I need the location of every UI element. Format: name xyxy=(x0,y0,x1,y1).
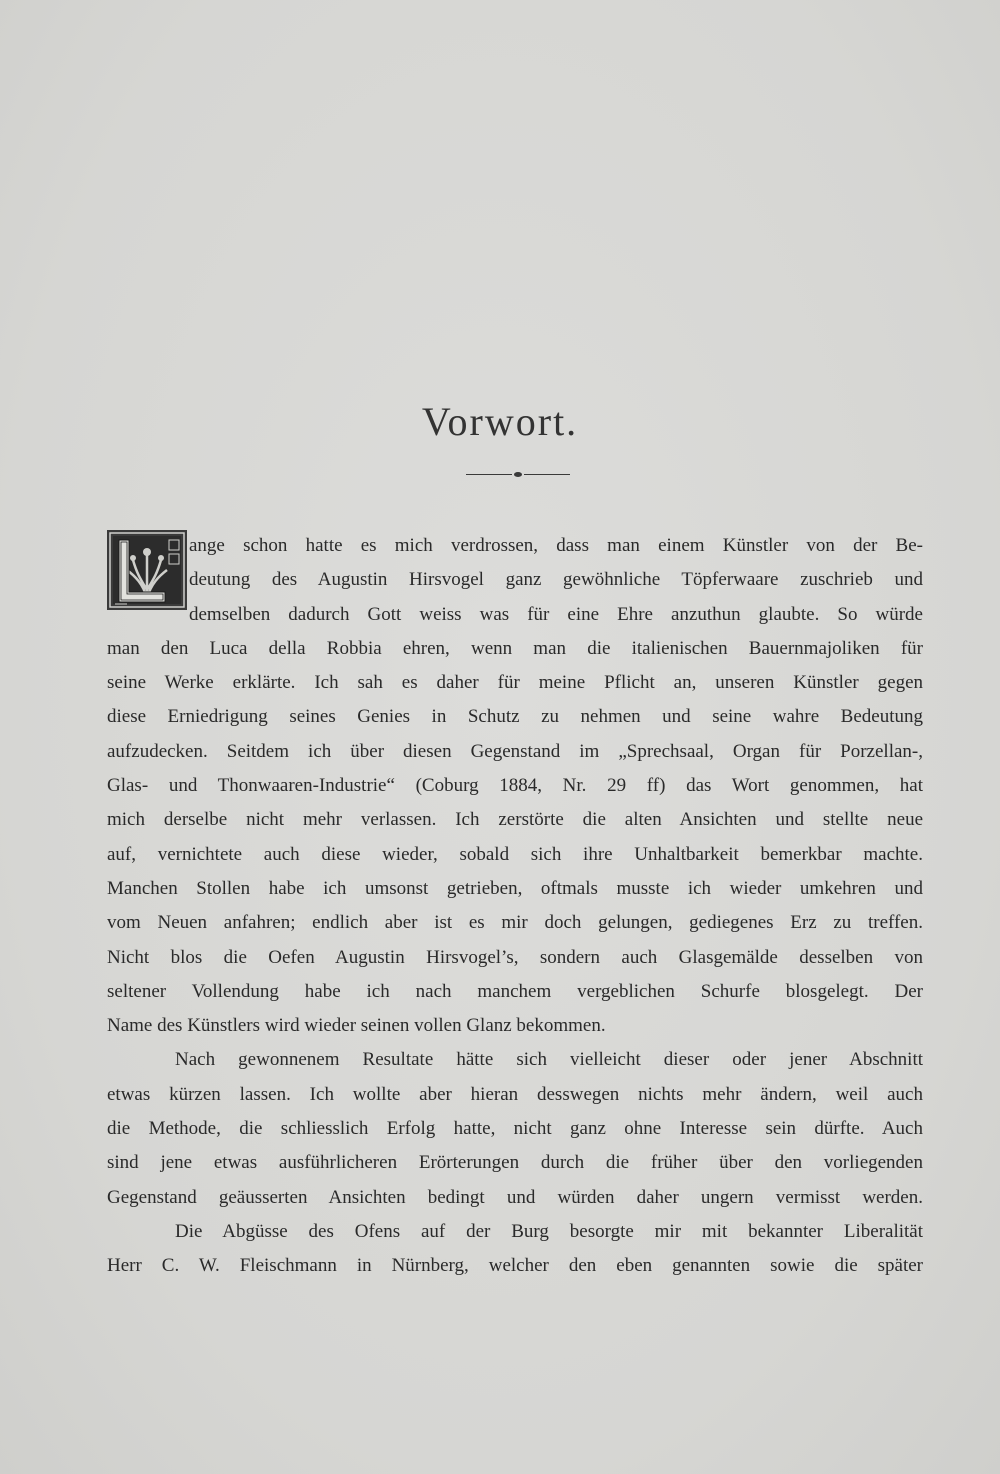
text-line: man den Luca della Robbia ehren, wenn man die italienischen Bauernmajoliken für xyxy=(107,637,923,659)
text-line: Herr C. W. Fleischmann in Nürnberg, welcher den eben genannten sowie die später xyxy=(107,1255,923,1277)
text-line: Die Abgüsse des Ofens auf der Burg besorgte mir mit bekannter Liberalität xyxy=(175,1220,923,1242)
text-line: demselben dadurch Gott weiss was für eine Ehre anzuthun glaubte. So würde xyxy=(189,603,923,625)
text-line: Manchen Stollen habe ich umsonst getrieben, oftmals musste ich wieder umkehren und xyxy=(107,877,923,899)
text-line: diese Erniedrigung seines Genies in Schutz zu nehmen und seine wahre Bedeutung xyxy=(107,706,923,728)
text-line: Nach gewonnenem Resultate hätte sich vielleicht dieser oder jener Abschnitt xyxy=(175,1049,923,1071)
text-line: Name des Künstlers wird wieder seinen vollen Glanz bekommen. xyxy=(107,1015,606,1037)
text-line: Glas- und Thonwaaren-Industrie“ (Coburg 1884, Nr. 29 ff) das Wort genommen, hat xyxy=(107,775,923,797)
text-line: mich derselbe nicht mehr verlassen. Ich zerstörte die alten Ansichten und stellte neue xyxy=(107,809,923,831)
ornamental-divider xyxy=(466,470,570,480)
text-line: sind jene etwas ausführlicheren Erörterungen durch die früher über den vorliegenden xyxy=(107,1152,923,1174)
text-line: vom Neuen anfahren; endlich aber ist es mir doch gelungen, gediegenes Erz zu treffen. xyxy=(107,912,923,934)
page-title: Vorwort. xyxy=(421,399,579,444)
text-line: seine Werke erklärte. Ich sah es daher für meine Pflicht an, unseren Künstler gegen xyxy=(107,672,923,694)
text-line: deutung des Augustin Hirsvogel ganz gewöhnliche Töpferwaare zuschrieb und xyxy=(189,569,923,591)
text-line: Gegenstand geäusserten Ansichten bedingt und würden daher ungern vermisst werden. xyxy=(107,1186,923,1208)
text-line: aufzudecken. Seitdem ich über diesen Gegenstand im „Sprechsaal, Organ für Porzellan-, xyxy=(107,740,923,762)
preface-body xyxy=(107,529,923,1284)
text-line: etwas kürzen lassen. Ich wollte aber hieran desswegen nichts mehr ändern, weil auch xyxy=(107,1083,923,1105)
text-line: ange schon hatte es mich verdrossen, dass man einem Künstler von der Be- xyxy=(189,535,923,556)
text-line: seltener Vollendung habe ich nach manchem vergeblichen Schurfe blosgelegt. Der xyxy=(107,980,923,1002)
text-line: die Methode, die schliesslich Erfolg hatte, nicht ganz ohne Interesse sein dürfte. Auch xyxy=(107,1118,923,1140)
text-line: Nicht blos die Oefen Augustin Hirsvogel’s, sondern auch Glasgemälde desselben von xyxy=(107,946,923,968)
text-line: auf, vernichtete auch diese wieder, sobald sich ihre Unhaltbarkeit bemerkbar machte. xyxy=(107,843,923,865)
